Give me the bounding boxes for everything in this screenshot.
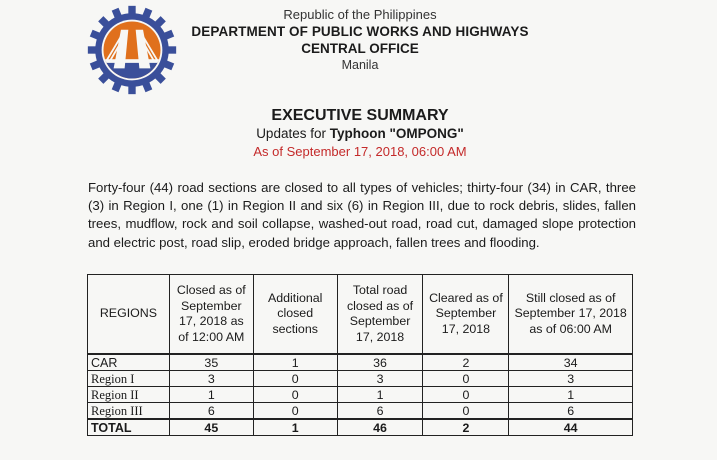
republic-line: Republic of the Philippines (283, 7, 437, 22)
additional-cell: 0 (253, 403, 337, 420)
header-additional: Additional closed sections (253, 275, 337, 355)
header-total-closed: Total road closed as of September 17, 2018 (337, 275, 423, 355)
region-cell: Region III (88, 403, 170, 420)
report-date: As of September 17, 2018, 06:00 AM (253, 144, 467, 159)
total-closed-cell: 1 (337, 387, 423, 403)
subtitle-event: Typhoon "OMPONG" (329, 126, 464, 141)
table-row (88, 387, 633, 403)
cleared-cell: 2 (423, 354, 509, 371)
additional-cell: 1 (253, 354, 337, 371)
additional-cell: 0 (253, 387, 337, 403)
total-closed-cell: 3 (337, 371, 423, 387)
additional-cell: 0 (253, 371, 337, 387)
total-closed-cell: 45 (169, 419, 253, 436)
table-row (88, 403, 633, 420)
header-still-closed: Still closed as of September 17, 2018 as of 06:00 AM (509, 275, 633, 355)
closed-cell: 6 (169, 403, 253, 420)
still-closed-cell: 3 (509, 371, 633, 387)
closed-cell: 3 (169, 371, 253, 387)
closed-cell: 35 (169, 354, 253, 371)
still-closed-cell: 6 (509, 403, 633, 420)
total-label-cell: TOTAL (88, 419, 170, 436)
department-name: DEPARTMENT OF PUBLIC WORKS AND HIGHWAYS (191, 24, 529, 39)
region-cell: Region II (88, 387, 170, 403)
total-total-closed-cell: 46 (337, 419, 423, 436)
header-regions: REGIONS (88, 275, 170, 355)
report-subtitle (120, 125, 600, 143)
total-closed-cell: 36 (337, 354, 423, 371)
city-name: Manila (341, 58, 379, 72)
still-closed-cell: 1 (509, 387, 633, 403)
cleared-cell: 0 (423, 403, 509, 420)
total-closed-cell: 6 (337, 403, 423, 420)
region-cell: Region I (88, 371, 170, 387)
table-header-row (88, 275, 633, 355)
report-title: EXECUTIVE SUMMARY (271, 107, 449, 124)
region-cell: CAR (88, 354, 170, 371)
closed-cell: 1 (169, 387, 253, 403)
office-name: CENTRAL OFFICE (301, 41, 419, 56)
cleared-cell: 0 (423, 387, 509, 403)
road-closure-table (87, 274, 633, 436)
cleared-cell: 0 (423, 371, 509, 387)
subtitle-prefix: Updates for (256, 126, 326, 141)
report-titles (120, 106, 600, 161)
total-additional-cell: 1 (253, 419, 337, 436)
summary-paragraph: Forty-four (44) road sections are closed to all types of vehicles; thirty-four (34) in CAR, three (3) in Region I, one (1) in Region II and six (6) in Region III, due to rock debris, slides, fallen trees, mudflow, rock and soil collapse, washed-out road, road cut, damaged slope protection and electric post, road slip, eroded bridge approach, fallen trees and flooding. (88, 180, 636, 250)
header-closed: Closed as of September 17, 2018 as of 12:00 AM (169, 275, 253, 355)
table-row (88, 354, 633, 371)
header-cleared: Cleared as of September 17, 2018 (423, 275, 509, 355)
total-still-closed-cell: 44 (509, 419, 633, 436)
letterhead (184, 6, 536, 74)
still-closed-cell: 34 (509, 354, 633, 371)
total-cleared-cell: 2 (423, 419, 509, 436)
table-row (88, 371, 633, 387)
dpwh-seal-logo (86, 4, 178, 96)
table-total-row (88, 419, 633, 436)
